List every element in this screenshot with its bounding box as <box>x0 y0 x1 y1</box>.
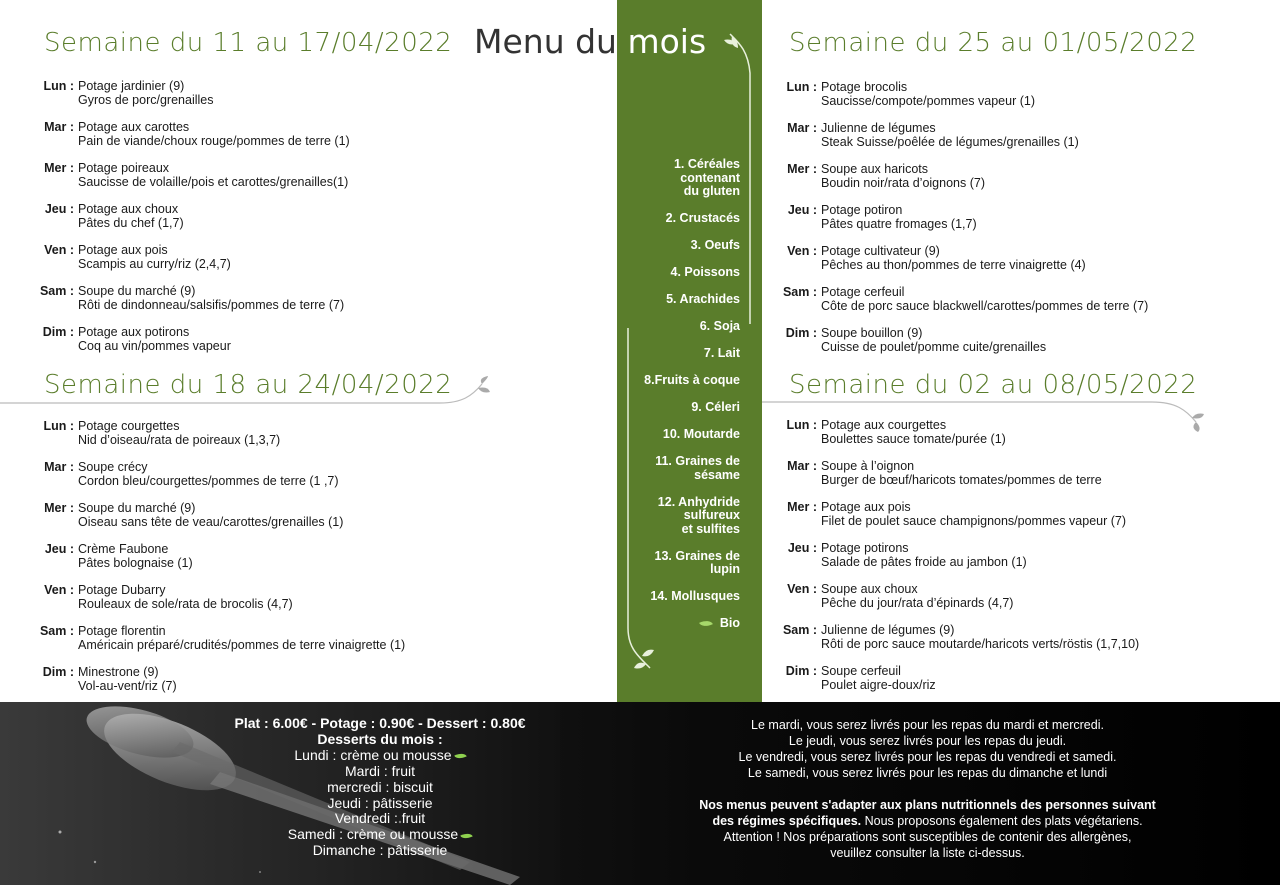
leaf-icon <box>699 618 713 629</box>
day-label: Sam : <box>782 285 817 299</box>
prices-block <box>200 716 560 859</box>
day-row <box>0 161 520 189</box>
main-dish-text: Filet de poulet sauce champignons/pommes vapeur (7) <box>821 514 1127 528</box>
notice-line: veuillez consulter la liste ci-dessus. <box>830 846 1025 860</box>
main-dish-text: Pain de viande/choux rouge/pommes de terre (1) <box>78 134 350 148</box>
main-dish-text: Pâtes bolognaise (1) <box>78 556 193 570</box>
day-row <box>0 325 520 353</box>
bio-legend: Bio <box>620 617 740 631</box>
soup-text: Potage aux choux <box>78 202 179 216</box>
main-dish-text: Rouleaux de sole/rata de brocolis (4,7) <box>78 597 293 611</box>
dessert-item: Lundi : crème ou mousse <box>200 748 560 764</box>
soup-text: Julienne de légumes (9) <box>821 623 955 637</box>
week-4-menu <box>743 418 1263 705</box>
main-dish-text: Pêches au thon/pommes de terre vinaigrette (4) <box>821 258 1086 272</box>
day-row <box>0 624 520 652</box>
day-label: Mar : <box>787 459 817 473</box>
day-label: Mar : <box>44 120 74 134</box>
day-row <box>0 202 520 230</box>
day-row <box>743 162 1263 190</box>
soup-text: Soupe aux choux <box>821 582 918 596</box>
day-label: Mer : <box>44 501 74 515</box>
notice-line: Attention ! Nos préparations sont susceptibles de contenir des allergènes, <box>723 830 1132 844</box>
day-row <box>743 326 1263 354</box>
divider-swirl-right-icon <box>762 398 1212 434</box>
day-row <box>0 460 520 488</box>
soup-text: Soupe à l’oignon <box>821 459 915 473</box>
allergen-item: 8.Fruits à coque <box>644 373 740 387</box>
allergen-item: 5. Arachides <box>666 292 740 306</box>
day-row <box>743 664 1263 692</box>
dessert-item: Jeudi : pâtisserie <box>327 794 433 811</box>
day-row <box>743 500 1263 528</box>
day-label: Ven : <box>787 244 817 258</box>
day-row <box>0 79 520 107</box>
day-label: Mer : <box>787 500 817 514</box>
day-label: Lun : <box>43 419 74 433</box>
soup-text: Soupe cerfeuil <box>821 664 901 678</box>
divider-swirl-left-icon <box>0 374 500 408</box>
main-dish-text: Gyros de porc/grenailles <box>78 93 214 107</box>
day-row <box>0 243 520 271</box>
allergen-item: 7. Lait <box>703 346 740 360</box>
week-4-title: Semaine du 02 au 08/05/2022 <box>789 370 1198 400</box>
day-row <box>743 203 1263 231</box>
soup-text: Potage jardinier (9) <box>78 79 185 93</box>
main-dish-text: Pâtes quatre fromages (1,7) <box>821 217 977 231</box>
main-dish-text: Nid d’oiseau/rata de poireaux (1,3,7) <box>78 433 281 447</box>
day-label: Dim : <box>42 325 74 339</box>
day-label: Lun : <box>43 79 74 93</box>
main-dish-text: Saucisse/compote/pommes vapeur (1) <box>821 94 1035 108</box>
main-dish-text: Saucisse de volaille/pois et carottes/grenailles(1) <box>78 175 349 189</box>
soup-text: Soupe crécy <box>78 460 148 474</box>
allergen-item: 2. Crustacés <box>665 211 740 225</box>
day-label: Ven : <box>787 582 817 596</box>
main-dish-text: Coq au vin/pommes vapeur <box>78 339 231 353</box>
soup-text: Julienne de légumes <box>821 121 936 135</box>
soup-text: Soupe du marché (9) <box>78 501 196 515</box>
main-dish-text: Vol-au-vent/riz (7) <box>78 679 177 693</box>
main-dish-text: Boulettes sauce tomate/purée (1) <box>821 432 1006 446</box>
day-label: Jeu : <box>787 541 817 555</box>
delivery-line: Le vendredi, vous serez livrés pour les repas du vendredi et samedi. <box>738 750 1117 764</box>
day-row <box>743 121 1263 149</box>
allergen-item: 12. Anhydride sulfureux et sulfites <box>657 494 740 536</box>
soup-text: Potage aux carottes <box>78 120 190 134</box>
day-row <box>0 583 520 611</box>
week-3-menu <box>743 80 1263 367</box>
soup-text: Potage potiron <box>821 203 903 217</box>
allergen-item: 10. Moutarde <box>662 427 740 441</box>
day-row <box>743 582 1263 610</box>
main-dish-text: Cordon bleu/courgettes/pommes de terre (1 ,7) <box>78 474 339 488</box>
soup-text: Crème Faubone <box>78 542 169 556</box>
week-2-menu <box>0 419 520 706</box>
soup-text: Potage florentin <box>78 624 166 638</box>
day-label: Mar : <box>787 121 817 135</box>
day-label: Sam : <box>782 623 817 637</box>
delivery-line: Le mardi, vous serez livrés pour les repas du mardi et mercredi. <box>751 718 1104 732</box>
main-dish-text: Américain préparé/crudités/pommes de terre vinaigrette (1) <box>78 638 406 652</box>
notice-line: Nos menus peuvent s'adapter aux plans nutritionnels des personnes suivant <box>699 798 1156 812</box>
main-dish-text: Oiseau sans tête de veau/carottes/grenailles (1) <box>78 515 344 529</box>
soup-text: Potage Dubarry <box>78 583 166 597</box>
allergen-item: 13. Graines de lupin <box>654 548 740 576</box>
day-label: Mar : <box>44 460 74 474</box>
notice-line: des régimes spécifiques. Nous proposons également des plats végétariens. <box>712 814 1143 828</box>
day-label: Jeu : <box>787 203 817 217</box>
leaf-icon <box>460 831 473 841</box>
day-row <box>743 541 1263 569</box>
soup-text: Soupe aux haricots <box>821 162 929 176</box>
day-row <box>0 542 520 570</box>
soup-text: Potage potirons <box>821 541 909 555</box>
dessert-item: Samedi : crème ou mousse <box>200 827 560 843</box>
dessert-item: Dimanche : pâtisserie <box>312 842 448 859</box>
allergen-item: 9. Céleri <box>691 400 740 414</box>
soup-text: Potage aux potirons <box>78 325 190 339</box>
day-label: Dim : <box>785 664 817 678</box>
week-1-menu <box>0 79 520 366</box>
week-2-title: Semaine du 18 au 24/04/2022 <box>44 370 453 400</box>
main-dish-text: Pêche du jour/rata d’épinards (4,7) <box>821 596 1014 610</box>
main-dish-text: Pâtes du chef (1,7) <box>78 216 184 230</box>
week-1-title: Semaine du 11 au 17/04/2022 <box>44 28 453 58</box>
delivery-info <box>650 717 1205 861</box>
main-dish-text: Salade de pâtes froide au jambon (1) <box>821 555 1027 569</box>
allergen-list <box>620 158 740 644</box>
week-3-title: Semaine du 25 au 01/05/2022 <box>789 28 1198 58</box>
main-dish-text: Steak Suisse/poêlée de légumes/grenailles (1) <box>821 135 1079 149</box>
day-label: Jeu : <box>44 202 74 216</box>
allergen-item: 14. Mollusques <box>650 589 740 603</box>
title-part-2: mois <box>627 22 707 61</box>
day-label: Ven : <box>44 583 74 597</box>
day-label: Mer : <box>787 162 817 176</box>
day-label: Dim : <box>785 326 817 340</box>
allergen-item: 4. Poissons <box>670 265 740 279</box>
main-dish-text: Cuisse de poulet/pomme cuite/grenailles <box>821 340 1047 354</box>
day-row <box>0 419 520 447</box>
soup-text: Potage courgettes <box>78 419 180 433</box>
main-dish-text: Scampis au curry/riz (2,4,7) <box>78 257 231 271</box>
leaf-icon <box>454 751 467 761</box>
day-label: Jeu : <box>44 542 74 556</box>
delivery-line: Le samedi, vous serez livrés pour les repas du dimanche et lundi <box>747 766 1108 780</box>
allergen-item: 3. Oeufs <box>690 238 740 252</box>
day-row <box>0 665 520 693</box>
day-label: Sam : <box>39 624 74 638</box>
soup-text: Potage cultivateur (9) <box>821 244 940 258</box>
page-title <box>474 22 706 61</box>
soup-text: Soupe du marché (9) <box>78 284 196 298</box>
delivery-line: Le jeudi, vous serez livrés pour les repas du jeudi. <box>788 734 1067 748</box>
day-label: Sam : <box>39 284 74 298</box>
day-label: Dim : <box>42 665 74 679</box>
title-part-1: Menu du <box>474 22 628 61</box>
allergen-item: 6. Soja <box>699 319 740 333</box>
dessert-item: mercredi : biscuit <box>327 778 433 795</box>
soup-text: Potage aux pois <box>821 500 911 514</box>
allergen-item: 11. Graines de sésame <box>655 454 740 482</box>
soup-text: Potage brocolis <box>821 80 908 94</box>
day-row <box>0 284 520 312</box>
day-label: Lun : <box>786 418 817 432</box>
day-row <box>743 80 1263 108</box>
main-dish-text: Poulet aigre-doux/riz <box>821 678 936 692</box>
day-row <box>0 120 520 148</box>
main-dish-text: Côte de porc sauce blackwell/carottes/pommes de terre (7) <box>821 299 1149 313</box>
footer-band <box>0 702 1280 885</box>
dessert-item: Vendredi : fruit <box>334 810 426 827</box>
main-dish-text: Burger de bœuf/haricots tomates/pommes de terre <box>821 473 1102 487</box>
soup-text: Potage aux courgettes <box>821 418 947 432</box>
day-row <box>0 501 520 529</box>
day-row <box>743 459 1263 487</box>
day-label: Mer : <box>44 161 74 175</box>
desserts-title: Desserts du mois : <box>317 730 443 747</box>
day-row <box>743 244 1263 272</box>
soup-text: Soupe bouillon (9) <box>821 326 923 340</box>
day-row <box>743 623 1263 651</box>
soup-text: Minestrone (9) <box>78 665 159 679</box>
main-dish-text: Boudin noir/rata d’oignons (7) <box>821 176 985 190</box>
soup-text: Potage aux pois <box>78 243 168 257</box>
allergen-item: 1. Céréales contenant du gluten <box>673 157 740 198</box>
dessert-item: Mardi : fruit <box>344 762 415 779</box>
main-dish-text: Rôti de dindonneau/salsifis/pommes de terre (7) <box>78 298 345 312</box>
day-label: Ven : <box>44 243 74 257</box>
day-label: Lun : <box>786 80 817 94</box>
day-row <box>743 285 1263 313</box>
main-dish-text: Rôti de porc sauce moutarde/haricots verts/röstis (1,7,10) <box>821 637 1140 651</box>
price-line: Plat : 6.00€ - Potage : 0.90€ - Dessert : 0.80€ <box>234 715 526 731</box>
soup-text: Potage poireaux <box>78 161 170 175</box>
soup-text: Potage cerfeuil <box>821 285 905 299</box>
